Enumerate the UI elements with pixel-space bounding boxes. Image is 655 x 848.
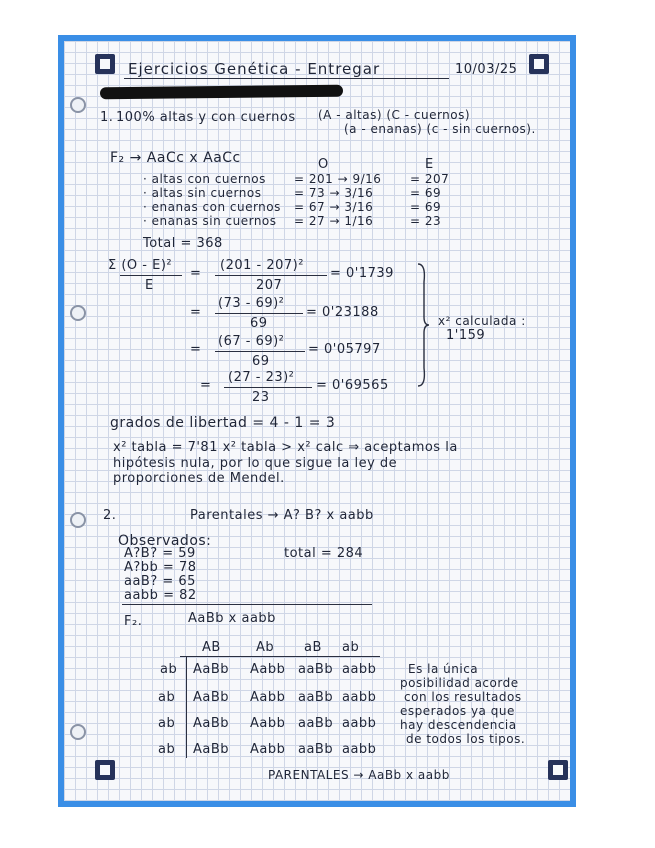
table-header: AB bbox=[202, 640, 221, 655]
chi-calculated-value: 1'159 bbox=[446, 328, 486, 343]
table-cell: aaBb bbox=[298, 662, 334, 677]
binder-hole bbox=[70, 97, 86, 113]
observed-title: Observados: bbox=[118, 533, 212, 549]
list-item: = 69 bbox=[410, 200, 442, 214]
legend-line-2: (a - enanas) (c - sin cuernos). bbox=[344, 122, 536, 136]
table-cell: AaBb bbox=[193, 742, 230, 757]
corner-mark-icon bbox=[548, 760, 568, 780]
conclusion-line-3: proporciones de Mendel. bbox=[113, 471, 285, 486]
table-cell: aabb bbox=[342, 690, 377, 705]
col-expected: E bbox=[425, 157, 434, 172]
legend-line-1: (A - altas) (C - cuernos) bbox=[318, 108, 471, 122]
table-rule bbox=[180, 656, 380, 657]
table-cell: Aabb bbox=[250, 690, 286, 705]
fraction-line bbox=[224, 387, 312, 388]
corner-mark-icon bbox=[95, 760, 115, 780]
note-line: con los resultados bbox=[404, 690, 522, 704]
equals-sign: = bbox=[190, 266, 202, 281]
table-cell: aabb bbox=[342, 662, 377, 677]
note-line: posibilidad acorde bbox=[400, 676, 519, 690]
redacted-name bbox=[100, 85, 343, 100]
binder-hole bbox=[70, 724, 86, 740]
list-item: = 27 → 1/16 bbox=[294, 214, 374, 228]
date: 10/03/25 bbox=[455, 62, 518, 77]
list-item: · enanas sin cuernos bbox=[143, 214, 277, 228]
note-line: hay descendencia bbox=[400, 718, 517, 732]
fraction-line bbox=[215, 351, 305, 352]
binder-hole bbox=[70, 305, 86, 321]
row-header: ab bbox=[160, 662, 178, 677]
list-item: · enanas con cuernos bbox=[143, 200, 281, 214]
table-cell: AaBb bbox=[193, 716, 230, 731]
term-denominator: 23 bbox=[252, 390, 270, 405]
parentales-cross: Parentales → A? B? x aabb bbox=[190, 508, 374, 523]
list-item: aabb = 82 bbox=[124, 588, 197, 603]
brace-icon bbox=[416, 262, 430, 388]
note-line: esperados ya que bbox=[400, 704, 515, 718]
corner-mark-icon bbox=[529, 54, 549, 74]
row-header: ab bbox=[158, 742, 176, 757]
term-value: = 0'23188 bbox=[306, 305, 379, 320]
table-cell: AaBb bbox=[193, 690, 230, 705]
conclusion-line-1: x² tabla = 7'81 x² tabla > x² calc ⇒ aceptamos la bbox=[113, 440, 458, 455]
term-numerator: (73 - 69)² bbox=[218, 296, 285, 311]
list-item: aaB? = 65 bbox=[124, 574, 196, 589]
binder-hole bbox=[70, 512, 86, 528]
term-numerator: (27 - 23)² bbox=[228, 370, 295, 385]
col-observed: O bbox=[318, 157, 329, 172]
term-value: = 0'1739 bbox=[330, 266, 394, 281]
list-item: = 201 → 9/16 bbox=[294, 172, 382, 186]
fraction-line bbox=[215, 313, 303, 314]
table-cell: aaBb bbox=[298, 716, 334, 731]
chi-formula-numerator: Σ (O - E)² bbox=[108, 258, 173, 273]
table-cell: Aabb bbox=[250, 742, 286, 757]
note-line: de todos los tipos. bbox=[406, 732, 526, 746]
exercise-1-statement: 100% altas y con cuernos bbox=[116, 110, 296, 125]
equals-sign: = bbox=[200, 378, 212, 393]
total-1: Total = 368 bbox=[143, 236, 223, 251]
table-cell: aabb bbox=[342, 716, 377, 731]
table-cell: Aabb bbox=[250, 716, 286, 731]
f2-label: F₂. bbox=[124, 614, 143, 629]
term-value: = 0'69565 bbox=[316, 378, 389, 393]
degrees-of-freedom: grados de libertad = 4 - 1 = 3 bbox=[110, 415, 336, 431]
term-denominator: 69 bbox=[252, 354, 270, 369]
list-item: = 69 bbox=[410, 186, 442, 200]
table-header: aB bbox=[304, 640, 322, 655]
list-item: · altas con cuernos bbox=[143, 172, 266, 186]
fraction-line bbox=[120, 275, 182, 276]
term-denominator: 207 bbox=[256, 278, 283, 293]
table-cell: aaBb bbox=[298, 690, 334, 705]
conclusion-line-2: hipótesis nula, por lo que sigue la ley de bbox=[113, 456, 398, 471]
chi-calculated-label: x² calculada : bbox=[438, 314, 526, 328]
title-underline bbox=[124, 78, 449, 79]
cross-f2: F₂ → AaCc x AaCc bbox=[110, 150, 241, 166]
total-2: total = 284 bbox=[284, 546, 364, 561]
divider bbox=[122, 604, 372, 605]
table-header: Ab bbox=[256, 640, 275, 655]
equals-sign: = bbox=[190, 342, 202, 357]
row-header: ab bbox=[158, 716, 176, 731]
list-item: = 67 → 3/16 bbox=[294, 200, 374, 214]
corner-mark-icon bbox=[95, 54, 115, 74]
note-line: Es la única bbox=[408, 662, 479, 676]
test-cross: AaBb x aabb bbox=[188, 611, 276, 626]
term-value: = 0'05797 bbox=[308, 342, 381, 357]
exercise-2-number: 2. bbox=[103, 508, 117, 523]
list-item: = 207 bbox=[410, 172, 450, 186]
table-header: ab bbox=[342, 640, 360, 655]
fraction-line bbox=[215, 275, 327, 276]
chi-formula-denominator: E bbox=[145, 278, 154, 293]
list-item: A?B? = 59 bbox=[124, 546, 196, 561]
table-cell: AaBb bbox=[193, 662, 230, 677]
exercise-1-number: 1. bbox=[100, 110, 114, 125]
list-item: = 73 → 3/16 bbox=[294, 186, 374, 200]
table-cell: aaBb bbox=[298, 742, 334, 757]
table-cell: aabb bbox=[342, 742, 377, 757]
term-numerator: (201 - 207)² bbox=[220, 258, 304, 273]
page-title: Ejercicios Genética - Entregar bbox=[128, 60, 381, 78]
term-denominator: 69 bbox=[250, 316, 268, 331]
list-item: A?bb = 78 bbox=[124, 560, 197, 575]
list-item: = 23 bbox=[410, 214, 442, 228]
final-parentales: PARENTALES → AaBb x aabb bbox=[268, 768, 450, 782]
list-item: · altas sin cuernos bbox=[143, 186, 262, 200]
equals-sign: = bbox=[190, 305, 202, 320]
term-numerator: (67 - 69)² bbox=[218, 334, 285, 349]
table-rule bbox=[186, 656, 187, 758]
table-cell: Aabb bbox=[250, 662, 286, 677]
row-header: ab bbox=[158, 690, 176, 705]
